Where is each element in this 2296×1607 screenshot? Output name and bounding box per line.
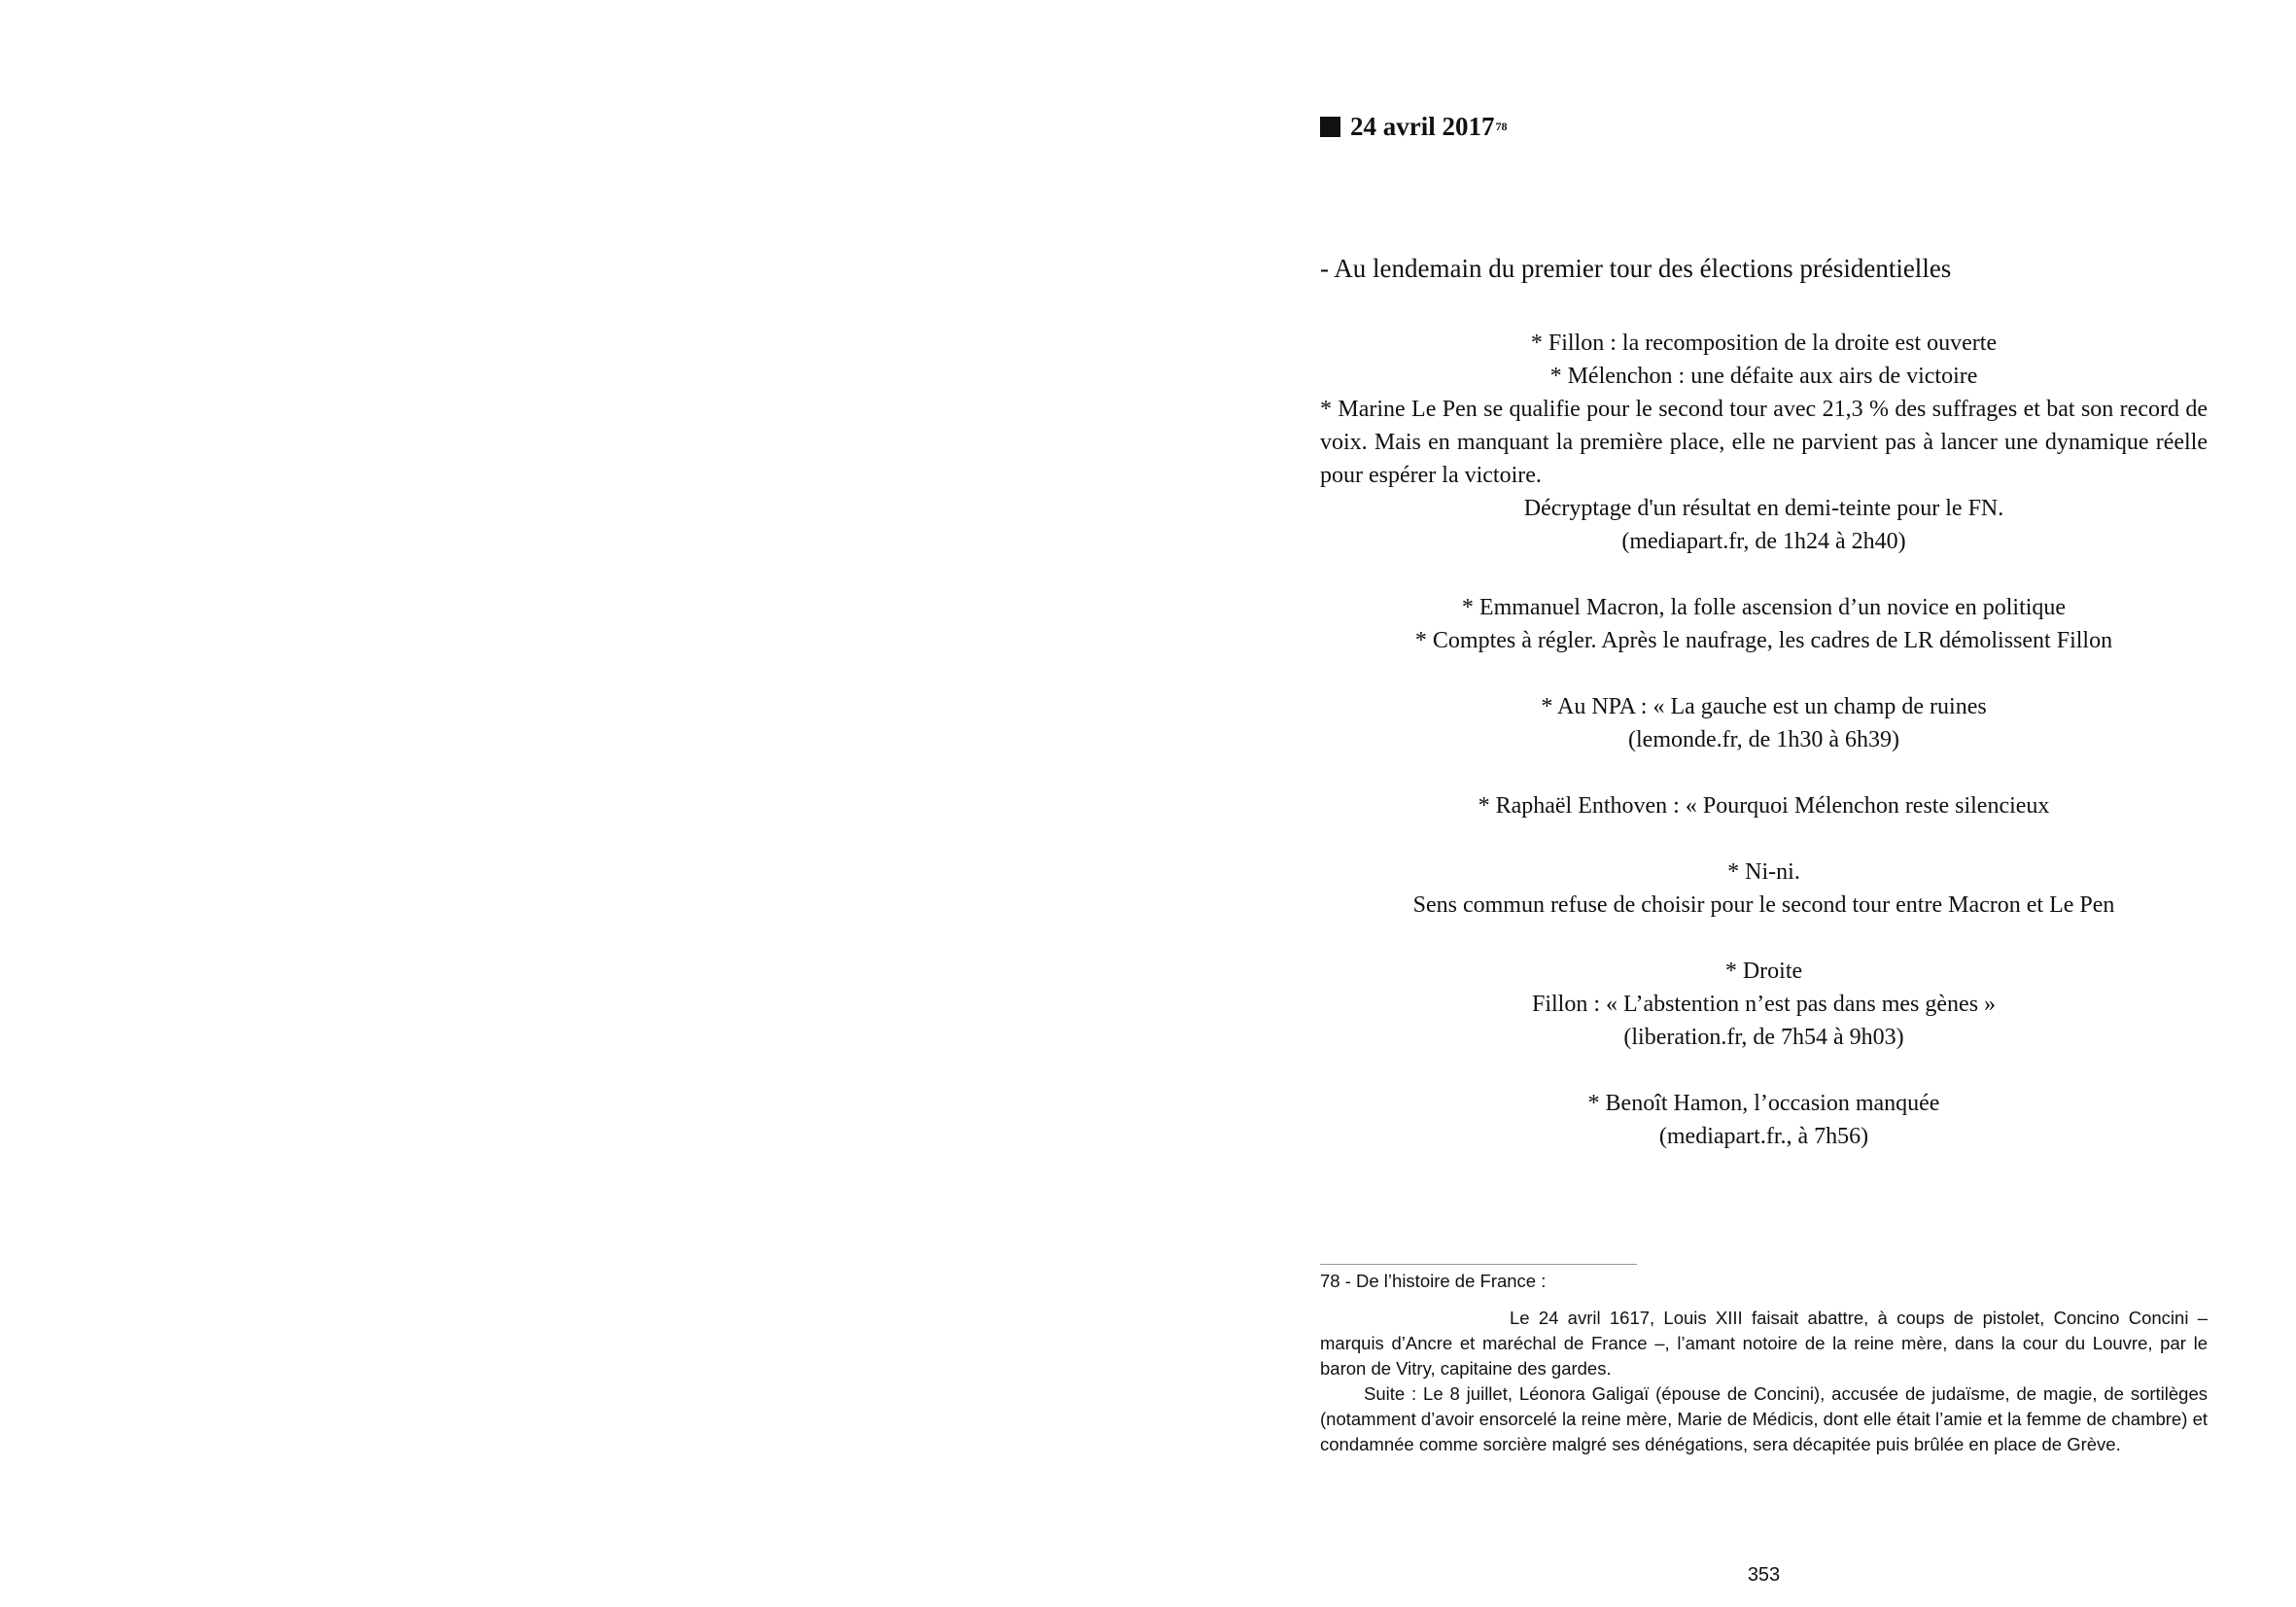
item-fillon-quote: Fillon : « L’abstention n’est pas dans mes gènes » <box>1531 992 1997 1017</box>
item-le-pen: * Marine Le Pen se qualifie pour le second tour avec 21,3 % des suffrages et bat son record de voix. Mais en manquant la première place, elle ne parvient pas à lancer une dynamique réelle pour espérer la victoire. <box>1320 397 2208 488</box>
source-mediapart-1: (mediapart.fr, de 1h24 à 2h40) <box>1621 529 1906 554</box>
item-macron: * Emmanuel Macron, la folle ascension d’un novice en politique <box>1461 595 2067 620</box>
black-square-icon <box>1320 117 1340 137</box>
page-number: 353 <box>1747 1564 1781 1586</box>
right-page <box>1148 0 2296 1607</box>
item-fillon: * Fillon : la recomposition de la droite est ouverte <box>1530 331 1998 356</box>
footnote-divider <box>1320 1264 1637 1265</box>
item-hamon: * Benoît Hamon, l’occasion manquée <box>1587 1091 1940 1116</box>
item-decryptage: Décryptage d'un résultat en demi-teinte pour le FN. <box>1523 496 2004 521</box>
source-liberation: (liberation.fr, de 7h54 à 9h03) <box>1623 1025 1904 1050</box>
entry-heading <box>1320 112 1508 142</box>
item-ni-ni: * Ni-ni. <box>1727 859 1800 885</box>
source-mediapart-2: (mediapart.fr., à 7h56) <box>1658 1124 1869 1149</box>
footnote-paragraph-2: Suite : Le 8 juillet, Léonora Galigaï (épouse de Concini), accusée de judaïsme, de magie, de sortilèges (notamment d’avoir ensorcelé la reine mère, Marie de Médicis, dont elle était l’amie et la femme de chambre) et condamnée comme sorcière malgré ses dénégations, sera décapitée puis brûlée en place de Grève. <box>1320 1383 2208 1454</box>
item-droite: * Droite <box>1724 959 1803 984</box>
item-enthoven: * Raphaël Enthoven : « Pourquoi Mélenchon reste silencieux <box>1478 793 2050 819</box>
item-melenchon: * Mélenchon : une défaite aux airs de victoire <box>1549 364 1978 389</box>
footnote <box>1320 1269 2208 1457</box>
footnote-ref: 78 <box>1495 120 1508 133</box>
footnote-title: 78 - De l’histoire de France : <box>1320 1271 1547 1291</box>
footnote-paragraph-1: Le 24 avril 1617, Louis XIII faisait abattre, à coups de pistolet, Concino Concini – marquis d’Ancre et maréchal de France –, l’amant notoire de la reine mère, dans la cour du Louvre, par le baron de Vitry, capitaine des gardes. <box>1320 1308 2208 1379</box>
item-lr: * Comptes à régler. Après le naufrage, les cadres de LR démolissent Fillon <box>1414 628 2113 653</box>
intro-line: - Au lendemain du premier tour des élections présidentielles <box>1320 254 1952 283</box>
press-review <box>1320 327 2208 1153</box>
item-npa: * Au NPA : « La gauche est un champ de ruines <box>1541 694 1987 719</box>
source-lemonde: (lemonde.fr, de 1h30 à 6h39) <box>1628 727 1899 752</box>
heading-date: 24 avril 2017 <box>1350 112 1495 141</box>
item-sens-commun: Sens commun refuse de choisir pour le second tour entre Macron et Le Pen <box>1412 892 2115 918</box>
